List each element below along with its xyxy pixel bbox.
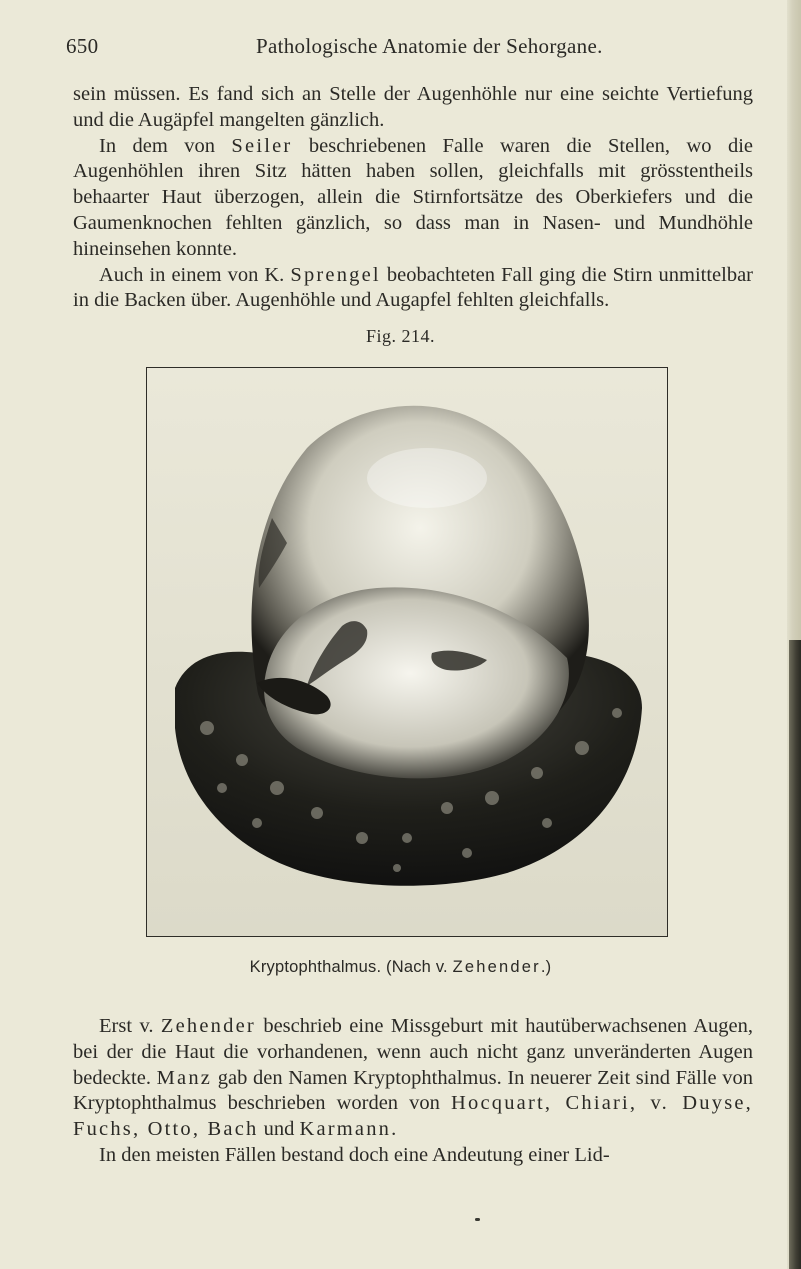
page-edge-shadow xyxy=(789,640,801,1269)
page-number: 650 xyxy=(66,34,99,58)
paragraph-1: sein müssen. Es fand sich an Stelle der Augenhöhle nur eine seichte Vertiefung und die Augäpfel mangelten gänzlich. xyxy=(73,83,753,131)
paragraph-4: Erst v. Zehender beschrieb eine Missgeburt mit hautüberwachsenen Augen, bei der die Haut die vorhandenen, wenn auch nicht ganz unveränderten Augen bedeckte. Manz gab den Namen Kryptophthalmus. In neuerer Zeit sind Fälle von Kryptophthalmus beschrieben worden von Hocquart, Chiari, v. Duyse, Fuchs, Otto, Bach und Karmann. xyxy=(73,1015,754,1141)
highlight xyxy=(367,448,487,508)
author-name: Seiler xyxy=(231,134,293,157)
figure-label: Fig. 214. xyxy=(365,326,435,346)
author-names: Hocquart, Chiari, v. Duyse, Fuchs, Otto, Bach xyxy=(73,1092,753,1141)
paragraph-3: Auch in einem von K. Sprengel beobachteten Fall ging die Stirn unmittelbar in die Backen über. Augenhöhle und Augapfel fehlten gleichfalls. xyxy=(73,263,754,312)
infant-face-illustration xyxy=(147,368,667,936)
author-name: Karmann xyxy=(299,1118,392,1141)
ink-speck xyxy=(475,1218,480,1221)
text-block-top xyxy=(73,82,753,314)
header-title: Pathologische Anatomie der Sehorgane. xyxy=(256,34,603,58)
author-name: Zehender xyxy=(160,1015,256,1037)
running-head xyxy=(66,34,756,60)
text-block-bottom xyxy=(73,1014,753,1169)
paragraph-5: In den meisten Fällen bestand doch eine Andeutung einer Lid- xyxy=(99,1143,610,1166)
figure-caption: Kryptophthalmus. (Nach v. Zehender.) xyxy=(249,958,552,976)
caption-author: Zehender xyxy=(452,958,541,976)
author-name: Manz xyxy=(156,1066,213,1089)
figure-photograph xyxy=(146,367,668,937)
paragraph-2: In dem von Seiler beschriebenen Falle waren die Stellen, wo die Augenhöhlen ihren Sitz hätten haben sollen, gleichfalls mit grösstentheils behaarter Haut überzogen, allein die Stirnfortsätze des Oberkiefers und die Gaumenknochen fehlten gänzlich, so dass man in Nasen- und Mundhöhle hineinsehen konnte. xyxy=(73,134,753,260)
author-name: Sprengel xyxy=(290,263,381,286)
